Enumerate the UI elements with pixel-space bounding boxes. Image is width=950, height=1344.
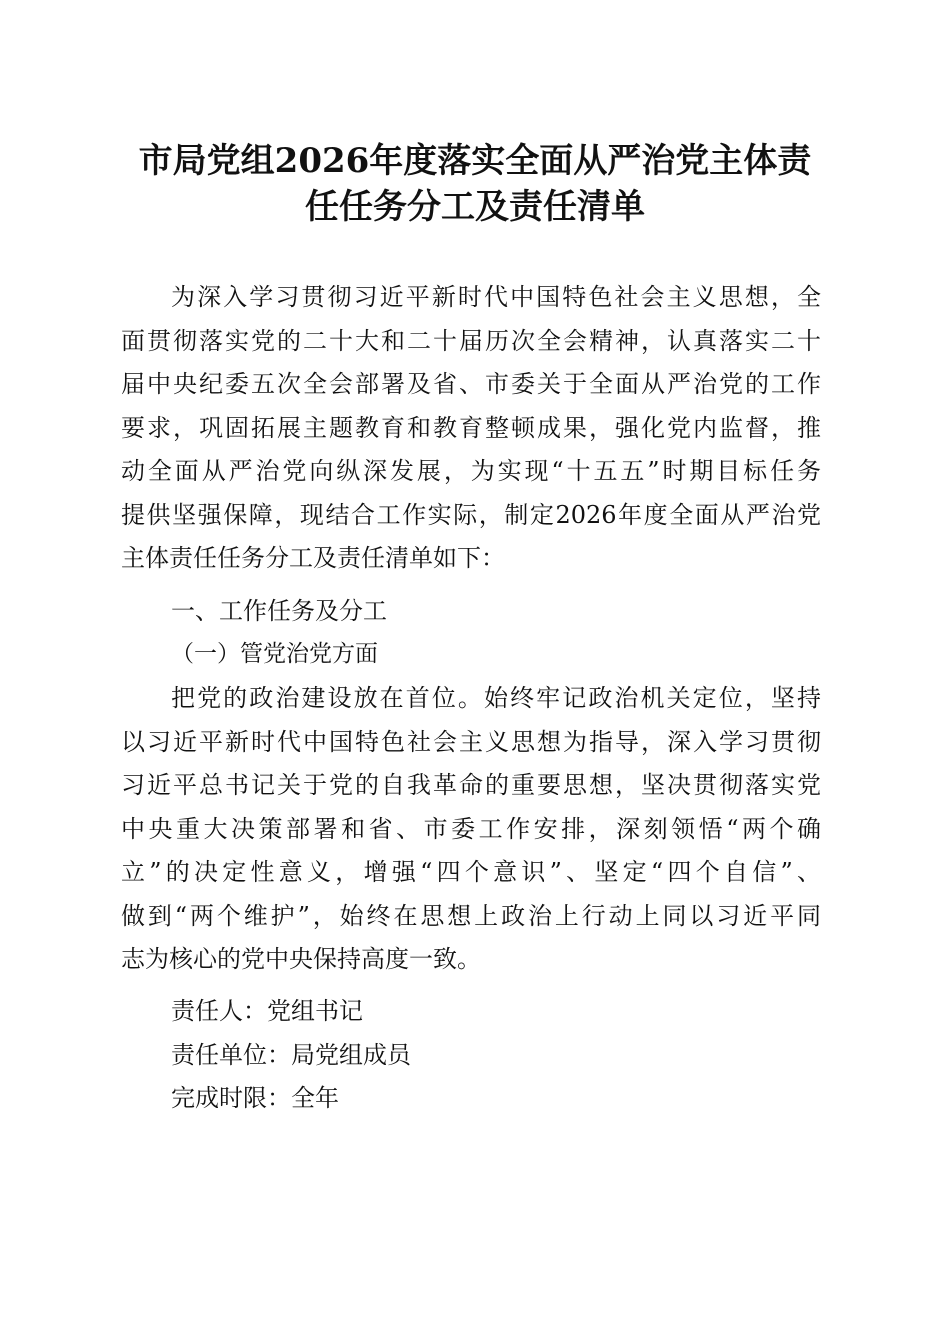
paragraph-line: 以习近平新时代中国特色社会主义思想为指导，深入学习贯彻 [121, 727, 821, 756]
responsible-unit: 责任单位：局党组成员 [171, 1040, 411, 1069]
paragraph-line: 做到“两个维护”，始终在思想上政治上行动上同以习近平同 [121, 901, 821, 930]
intro-line: 动全面从严治党向纵深发展，为实现“十五五”时期目标任务 [121, 457, 821, 485]
paragraph-line: 志为核心的党中央保持高度一致。 [121, 945, 481, 973]
intro-line: 面贯彻落实党的二十大和二十届历次全会精神，认真落实二十 [121, 326, 821, 355]
subsection-1-heading: （一）管党治党方面 [171, 641, 378, 667]
section-1-heading: 一、工作任务及分工 [171, 597, 387, 625]
intro-line: 为深入学习贯彻习近平新时代中国特色社会主义思想，全 [171, 283, 821, 311]
paragraph-line: 把党的政治建设放在首位。始终牢记政治机关定位，坚持 [171, 684, 821, 712]
document-title-line-2: 任任务分工及责任清单 [305, 187, 645, 227]
responsible-person: 责任人：党组书记 [171, 997, 363, 1025]
section-heading [121, 590, 821, 634]
deadline: 完成时限：全年 [171, 1084, 339, 1112]
intro-paragraph [121, 276, 821, 581]
party-building-paragraph [121, 677, 821, 982]
document-title-line-1: 市局党组2026年度落实全面从严治党主体责 [138, 141, 812, 181]
intro-line: 要求，巩固拓展主题教育和教育整顿成果，强化党内监督，推 [121, 413, 821, 442]
paragraph-line: 中央重大决策部署和省、市委工作安排，深刻领悟“两个确 [121, 814, 821, 843]
intro-line: 提供坚强保障，现结合工作实际，制定2026年度全面从严治党 [121, 500, 821, 529]
responsibility-info [121, 990, 821, 1121]
intro-line: 主体责任任务分工及责任清单如下： [121, 544, 505, 572]
subsection-heading [121, 633, 821, 677]
paragraph-line: 习近平总书记关于党的自我革命的重要思想，坚决贯彻落实党 [121, 771, 821, 799]
intro-line: 届中央纪委五次全会部署及省、市委关于全面从严治党的工作 [121, 370, 821, 398]
paragraph-line: 立”的决定性意义，增强“四个意识”、坚定“四个自信”、 [121, 858, 821, 886]
